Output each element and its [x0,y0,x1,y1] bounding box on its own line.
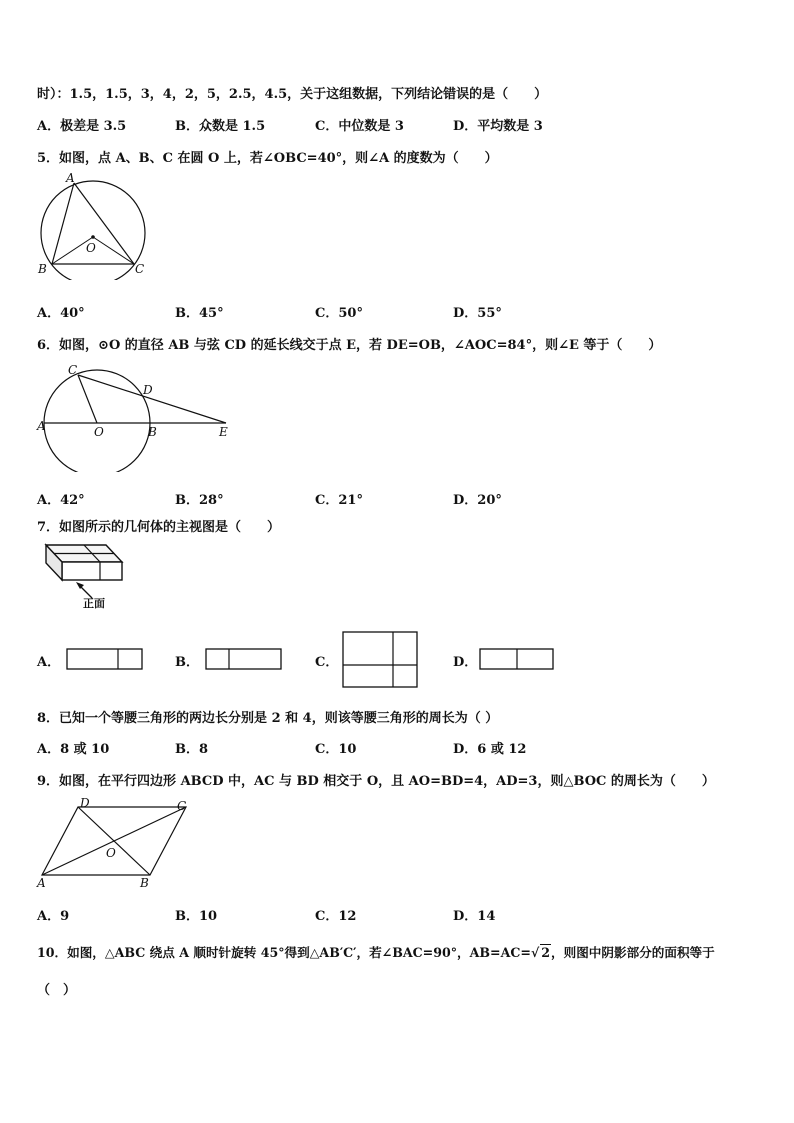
q6-circle-figure [36,360,236,472]
q6-option-c: C．21° [315,493,363,508]
q8-stem: 8．已知一个等腰三角形的两边长分别是 2 和 4，则该等腰三角形的周长为（ ） [37,711,499,726]
q6-label-b: B [148,425,157,439]
q8-option-c: C．10 [315,742,357,757]
q10-stem [37,942,715,961]
q5-option-b: B．45° [175,306,224,321]
q6-label-o: O [94,425,104,439]
q6-label-c: C [68,363,78,377]
q5-label-c: C [135,262,145,276]
q10-sqrt-sign: √ [530,945,540,960]
q9-label-a: A [37,876,46,890]
q4-option-b: B．众数是 1.5 [175,119,266,134]
q9-stem: 9．如图，在平行四边形 ABCD 中，AC 与 BD 相交于 O，且 AO=BD=4，AD=3，则△BOC 的周长为（ ） [37,774,715,789]
q6-option-b: B．28° [175,493,224,508]
q5-label-b: B [38,262,47,276]
q7-option-b-figure [205,648,283,672]
q9-label-b: B [140,876,149,890]
q5-label-o: O [86,241,96,255]
q7-option-c-figure [342,631,420,689]
q4-option-a: A．极差是 3.5 [37,119,127,134]
q6-stem: 6．如图，⊙O 的直径 AB 与弦 CD 的延长线交于点 E，若 DE=OB，∠AOC=84°，则∠E 等于（ ） [37,338,662,353]
q10-sqrt-value: 2 [541,945,551,960]
q10-stem-post: ，则图中阴影部分的面积等于 [551,945,715,960]
q9-label-d: D [80,796,90,810]
q7-option-d: D． [453,655,478,670]
q7-stem: 7．如图所示的几何体的主视图是（ ） [37,520,281,535]
q7-option-a-figure [66,648,144,672]
q9-option-b: B．10 [175,909,218,924]
q7-front-label: 正面 [83,597,105,610]
q5-option-a: A．40° [37,306,85,321]
q6-label-a: A [37,419,46,433]
q6-label-e: E [219,425,228,439]
q8-option-d: D．6 或 12 [453,742,527,757]
q6-option-d: D．20° [453,493,502,508]
q7-option-a: A． [37,655,61,670]
q4-option-c: C．中位数是 3 [315,119,404,134]
q5-option-c: C．50° [315,306,363,321]
q9-parallelogram-figure [36,795,196,891]
q5-label-a: A [66,171,75,185]
q7-option-c: C． [315,655,339,670]
q4-option-d: D．平均数是 3 [453,119,543,134]
q4-stem: 时）：1.5，1.5，3，4，2，5，2.5，4.5，关于这组数据，下列结论错误的是（ ） [37,87,548,102]
q8-option-a: A．8 或 10 [37,742,110,757]
q10-sqrt [531,945,551,960]
q5-circle-figure [36,170,154,280]
q9-option-a: A．9 [37,909,70,924]
q10-answer-blank: （ ） [37,983,77,998]
q5-stem: 5．如图，点 A、B、C 在圆 O 上，若∠OBC=40°，则∠A 的度数为（ ） [37,151,498,166]
q8-option-b: B．8 [175,742,209,757]
q9-label-o: O [106,846,116,860]
q7-option-b: B． [175,655,199,670]
q9-label-c: C [177,799,187,813]
q9-option-d: D．14 [453,909,496,924]
q5-option-d: D．55° [453,306,502,321]
q9-option-c: C．12 [315,909,357,924]
q6-option-a: A．42° [37,493,85,508]
q7-option-d-figure [479,648,557,672]
q6-label-d: D [143,383,153,397]
q10-stem-pre: 10．如图，△ABC 绕点 A 顺时针旋转 45°得到△AB′C′，若∠BAC=90°，AB=AC= [37,945,531,960]
